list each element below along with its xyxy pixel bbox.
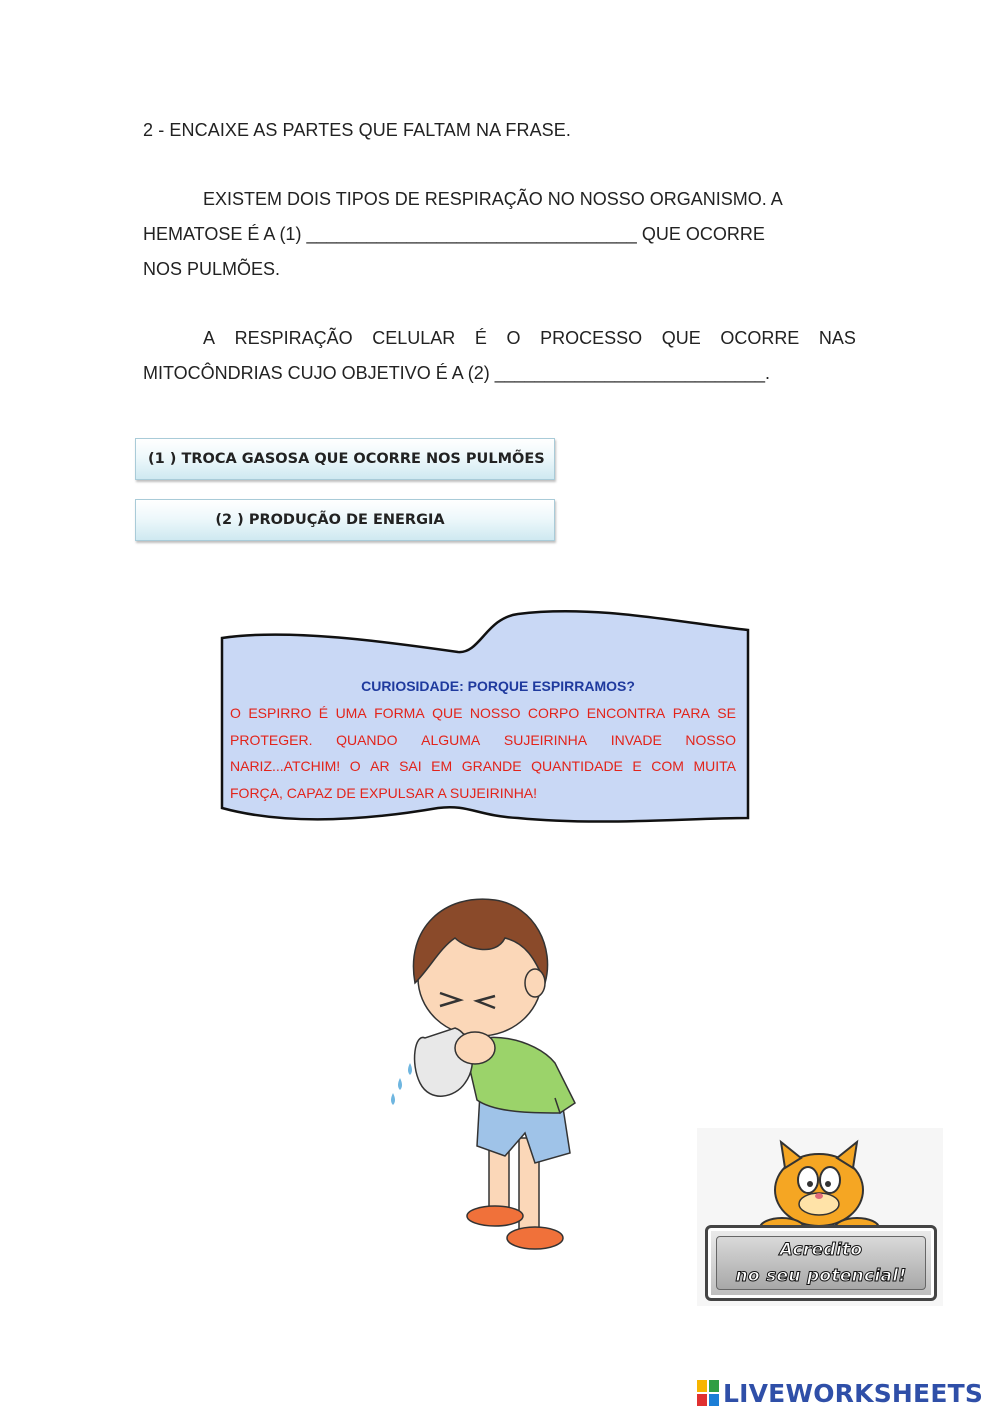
garfield-motivational-card [697,1128,943,1306]
word: MUITA [693,758,736,774]
word: QUE [661,328,701,348]
blank-1-input[interactable]: _________________________________ [306,224,637,244]
word: NOSSO [469,705,521,721]
word: OCORRE [720,328,800,348]
answer-option-1[interactable]: (1 ) TROCA GASOSA QUE OCORRE NOS PULMÕES [135,438,555,480]
word: (1) [279,224,302,244]
word: AR [370,758,390,774]
word: O [230,705,241,721]
word: INVADE [610,731,662,748]
period: . [765,363,771,383]
logo-text: LIVEWORKSHEETS [723,1378,984,1408]
word: QUE [641,224,681,244]
word: ENCONTRA [586,705,666,721]
word: ESPIRRO [248,705,312,721]
paragraph-line [143,321,856,356]
word: A [203,328,216,348]
word: PARA [672,705,710,721]
word: É [247,224,260,244]
paragraph-line [143,217,856,252]
word: QUANTIDADE [531,758,623,774]
word: EM [431,758,453,774]
word: NAS [818,328,856,348]
answer-option-2[interactable]: (2 ) PRODUÇÃO DE ENERGIA [135,499,555,541]
sneezing-boy-illustration [385,888,595,1260]
motivational-plate [705,1225,937,1301]
word: SAI [399,758,422,774]
word: NOSSO [685,731,736,748]
liveworksheets-mark-icon [697,1380,719,1406]
plate-line-1: Acredito [779,1240,863,1260]
word: CORPO [527,705,580,721]
word: COM [651,758,684,774]
word: NARIZ...ATCHIM! [230,758,341,774]
text: MITOCÔNDRIAS CUJO OBJETIVO É A (2) [143,363,490,383]
word: SUJEIRINHA [503,731,588,748]
curiosity-line [230,700,736,727]
curiosity-line [230,780,736,807]
plate-line-2: no seu potencial! [735,1266,907,1286]
word: É [474,328,487,348]
word: RESPIRAÇÃO [234,328,353,348]
word: UMA [335,705,367,721]
word: CELULAR [372,328,456,348]
word: QUE [432,705,463,721]
word: QUANDO [336,731,398,748]
paragraph-line: EXISTEM DOIS TIPOS DE RESPIRAÇÃO NO NOSSO ORGANISMO. A [203,189,783,209]
curiosity-title: CURIOSIDADE: PORQUE ESPIRRAMOS? [361,678,635,694]
blank-2-input[interactable]: ___________________________ [494,363,766,383]
word: PROCESSO [540,328,643,348]
word: E [632,758,642,774]
word: O [506,328,521,348]
question-title: 2 - ENCAIXE AS PARTES QUE FALTAM NA FRASE. [143,120,571,140]
word: OCORRE [685,224,765,244]
paragraph-line: NOS PULMÕES. [143,259,281,279]
word: FORÇA, CAPAZ DE EXPULSAR A SUJEIRINHA! [230,784,538,801]
curiosity-text [230,700,736,806]
curiosity-line [230,727,736,754]
word: GRANDE [461,758,522,774]
word: PROTEGER. [230,731,313,748]
word: ALGUMA [421,731,481,748]
garfield-cat-illustration [697,1128,943,1238]
word: É [318,705,329,721]
plate-inner [716,1236,926,1290]
word: FORMA [374,705,425,721]
curiosity-line [230,753,736,780]
word: A [263,224,275,244]
curiosity-banner [218,608,752,826]
paragraph-respiracao-celular [143,321,856,391]
word: HEMATOSE [143,224,243,244]
paragraph-line [143,356,856,391]
liveworksheets-logo[interactable] [697,1377,983,1409]
paragraph-hematose [143,182,856,287]
justified-line [203,321,856,356]
word: O [349,758,361,774]
word: SE [717,705,736,721]
